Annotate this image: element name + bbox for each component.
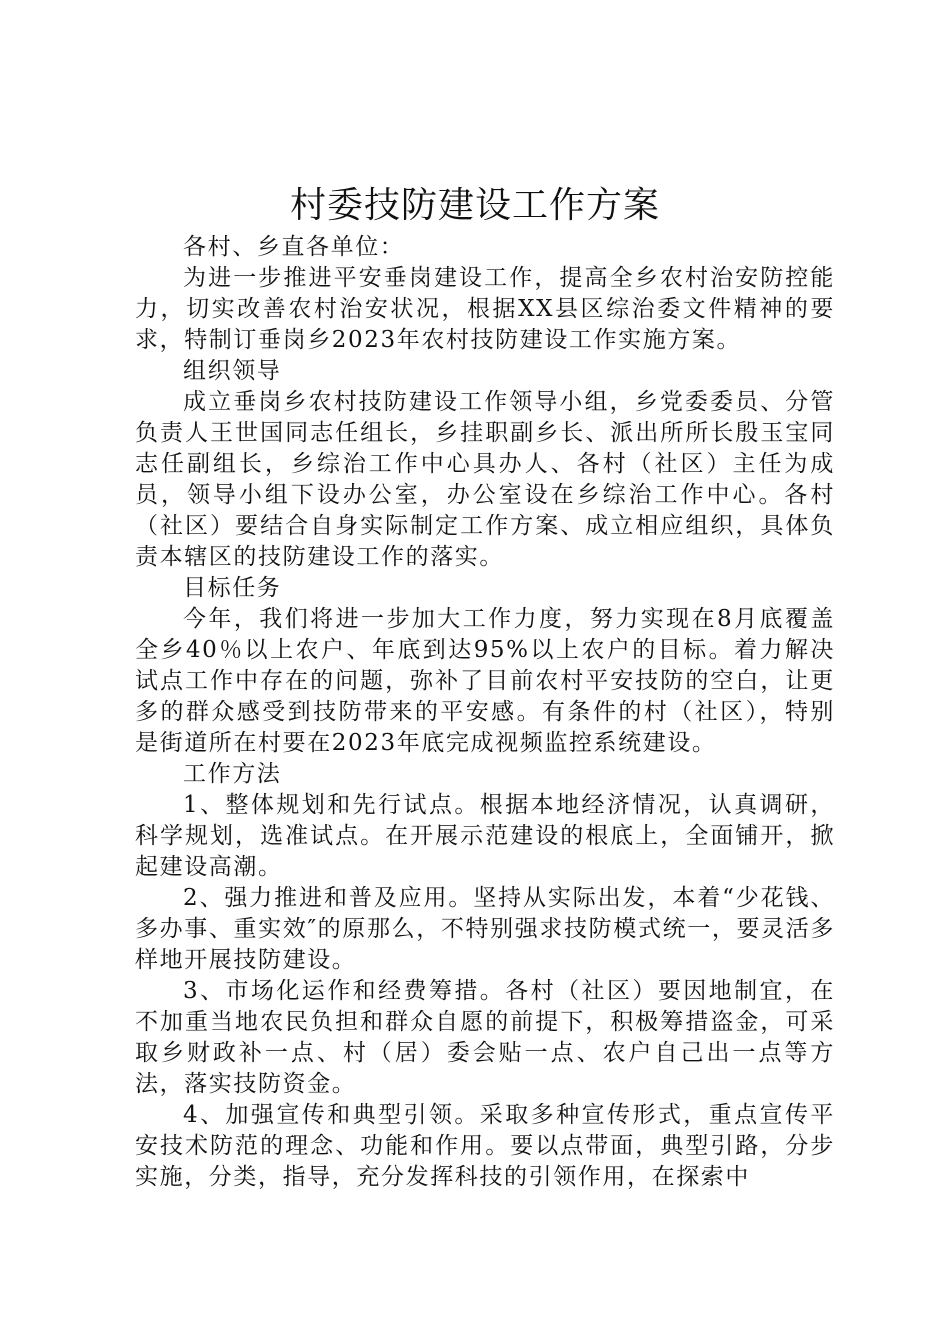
salutation-paragraph: 各村、乡直各单位： — [183, 234, 405, 260]
section-heading-organization: 组织领导 — [183, 358, 282, 384]
intro-paragraph: 为进一步推进平安垂岗建设工作，提高全乡农村治安防控能力，切实改善农村治安状况，根据XX县区综治委文件精神的要求，特制订垂岗乡2023年农村技防建设工作实施方案。 — [135, 265, 835, 353]
organization-paragraph: 成立垂岗乡农村技防建设工作领导小组，乡党委委员、分管负责人王世国同志任组长，乡挂职副乡长、派出所所长殷玉宝同志任副组长，乡综治工作中心具办人、各村（社区）主任为成员，领导小组下设办公室，办公室设在乡综治工作中心。各村（社区）要结合自身实际制定工作方案、成立相应组织，具体负责本辖区的技防建设工作的落实。 — [135, 389, 835, 570]
section-heading-goals: 目标任务 — [183, 575, 282, 601]
section-heading-methods: 工作方法 — [183, 761, 282, 787]
method-item-4: 4、加强宣传和典型引领。采取多种宣传形式，重点宣传平安技术防范的理念、功能和作用。要以点带面，典型引路，分步实施，分类，指导，充分发挥科技的引领作用，在探索中 — [135, 1102, 835, 1190]
method-item-1: 1、整体规划和先行试点。根据本地经济情况，认真调研，科学规划，选准试点。在开展示范建设的根底上，全面铺开，掀起建设高潮。 — [135, 792, 835, 880]
method-item-3: 3、市场化运作和经费筹措。各村（社区）要因地制宜，在不加重当地农民负担和群众自愿的前提下，积极筹措盗金，可采取乡财政补一点、村（居）委会贴一点、农户自己出一点等方法，落实技防资金。 — [135, 978, 835, 1097]
goals-paragraph: 今年，我们将进一步加大工作力度，努力实现在8月底覆盖全乡40％以上农户、年底到达95%以上农户的目标。着力解决试点工作中存在的问题，弥补了目前农村平安技防的空白，让更多的群众感受到技防带来的平安感。有条件的村（社区），特别是街道所在村要在2023年底完成视频监控系统建设。 — [135, 606, 835, 756]
method-item-2: 2、强力推进和普及应用。坚持从实际出发，本着“少花钱、多办事、重实效″的原那么，不特别强求技防模式统一，要灵活多样地开展技防建设。 — [135, 885, 835, 973]
document-body — [135, 232, 835, 1193]
document-title: 村委技防建设工作方案 — [289, 185, 660, 226]
